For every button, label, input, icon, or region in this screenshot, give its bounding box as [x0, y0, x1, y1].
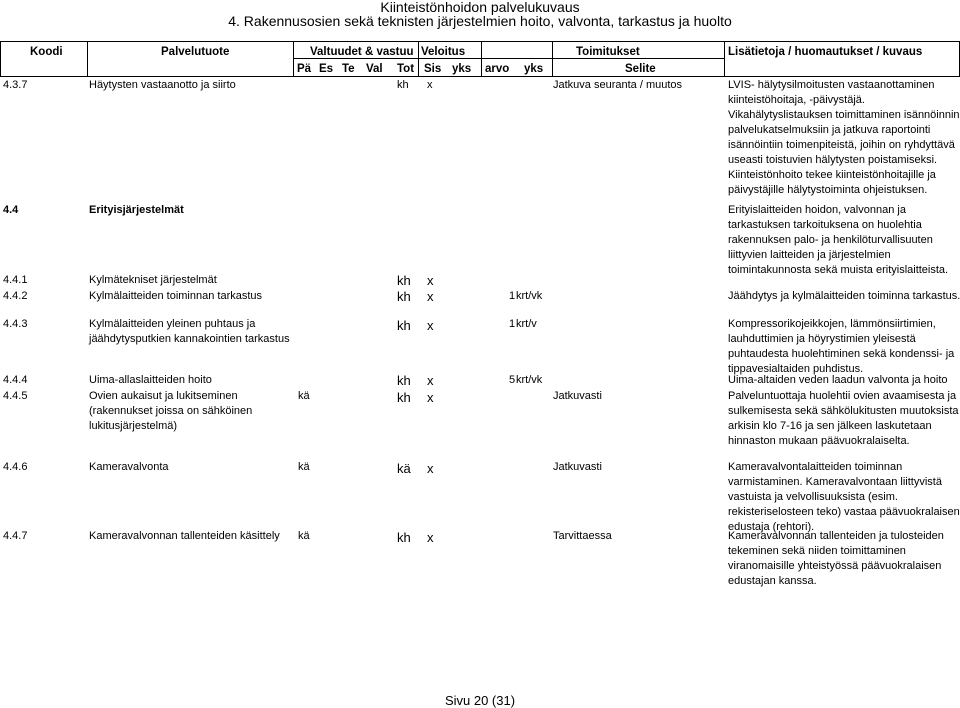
row-selite: Jatkuvasti [553, 461, 602, 473]
row-mark: x [427, 461, 434, 476]
row-description: Kameravalvontalaitteiden toiminnan varmistaminen. Kameravalvontaan liittyvistä vastuista ja velvollisuuksista (esim. rekisteriselosteen teko) vastaa päävuokralaisen edustaja (rehtori). [728, 461, 960, 533]
header-es: Es [319, 63, 334, 75]
header-val: Val [366, 63, 383, 75]
row-name: Häytysten vastaanotto ja siirto [89, 79, 236, 91]
header-grid-line [481, 41, 482, 77]
row-responsibility: kh [397, 530, 411, 545]
row-description: Kameravalvonnan tallenteiden ja tulosteiden tekeminen sekä niiden toimittaminen viranomaisille yhteistyössä päävuokralaisen edustajan kanssa. [728, 530, 944, 587]
header-arvo: arvo [485, 63, 510, 75]
header-grid-line [418, 41, 419, 77]
header-valtuudet: Valtuudet & vastuu [310, 46, 414, 58]
row-mark: x [427, 289, 434, 304]
row-mark: x [427, 373, 434, 388]
header-veloitus: Veloitus [421, 46, 466, 58]
header-selite: Selite [625, 63, 656, 75]
header-toimitukset: Toimitukset [576, 46, 640, 58]
row-description: Palveluntuottaja huolehtii ovien avaamisesta ja sulkemisesta sekä sähkölukitusten muutoksista arkisin klo 7-16 ja sen jälkeen laskutetaan hinnaston mukaan päävuokralaiselta. [728, 390, 959, 447]
row-yks: krt/vk [516, 290, 543, 302]
row-description: Jäähdytys ja kylmälaitteiden toiminna tarkastus. [728, 290, 960, 302]
header-lisatietoja: Lisätietoja / huomautukset / kuvaus [728, 46, 923, 58]
row-pa: kä [298, 461, 310, 473]
row-mark: x [427, 318, 434, 333]
row-code: 4.3.7 [3, 79, 28, 91]
row-description: Kompressorikojeikkojen, lämmönsiirtimien, lauhduttimien ja höyrystimien yleisestä puhtaudesta huolehtiminen sekä kondenssi- ja tippavesialtaiden puhdistus. [728, 318, 955, 375]
row-code: 4.4.5 [3, 390, 28, 402]
header-grid-line [87, 41, 88, 77]
document-subtitle: 4. Rakennusosien sekä teknisten järjestelmien hoito, valvonta, tarkastus ja huolto [228, 13, 732, 29]
row-code: 4.4 [3, 204, 19, 216]
row-code: 4.4.1 [3, 274, 28, 286]
row-responsibility: kh [397, 79, 409, 91]
row-name: Kylmätekniset järjestelmät [89, 274, 217, 286]
row-responsibility: kh [397, 318, 411, 333]
row-mark: x [427, 530, 434, 545]
row-description: Erityislaitteiden hoidon, valvonnan ja tarkastuksen tarkoituksena on huolehtia rakennuksen palo- ja henkilöturvallisuuten liittyvien laitteiden ja järjestelmien toimintakunnosta sekä muista erityislaitteista. [728, 204, 949, 276]
row-code: 4.4.4 [3, 374, 28, 386]
header-top-rule [0, 41, 960, 42]
header-grid-line [0, 41, 1, 77]
row-mark: x [427, 390, 434, 405]
row-responsibility: kh [397, 390, 411, 405]
row-yks: krt/vk [516, 374, 543, 386]
document-title: Kiinteistönhoidon palvelukuvaus [380, 0, 580, 15]
row-name: Uima-allaslaitteiden hoito [89, 374, 212, 386]
row-name: Kameravalvonnan tallenteiden käsittely [89, 530, 280, 542]
row-name: Erityisjärjestelmät [89, 204, 184, 216]
header-te: Te [342, 63, 355, 75]
header-yks-1: yks [452, 63, 472, 75]
header-koodi: Koodi [30, 46, 63, 58]
row-arvo: 1 [509, 318, 516, 330]
page-number: Sivu 20 (31) [444, 693, 516, 708]
row-responsibility: kh [397, 289, 411, 304]
row-name: Ovien aukaisut ja lukitseminen (rakennukset joissa on sähköinen lukitusjärjestelmä) [89, 390, 253, 432]
row-selite: Jatkuva seuranta / muutos [553, 79, 683, 91]
row-name: Kameravalvonta [89, 461, 169, 473]
row-code: 4.4.7 [3, 530, 28, 542]
row-name: Kylmälaitteiden toiminnan tarkastus [89, 290, 263, 302]
row-selite: Jatkuvasti [553, 390, 602, 402]
row-pa: kä [298, 390, 310, 402]
header-bottom-rule [0, 76, 960, 77]
row-description: LVIS- hälytysilmoitusten vastaanottaminen kiinteistöhoitaja, -päivystäjä. Vikahälytyslistauksen toimittaminen isännöinnin palvelukatselmuksiin ja jatkuva raportointi isännöintiin toimenpiteistä, joihin on ryhdyttävä useasti toistuvien hälytysten poistamiseksi. Kiinteistönhoito tekee kiinteistönhoitajille ja päivystäjille hälytystoiminta ohjeistuksen. [728, 79, 960, 196]
row-responsibility: kh [397, 373, 411, 388]
header-grid-line [552, 41, 553, 77]
header-palvelutuote: Palvelutuote [161, 46, 230, 58]
row-selite: Tarvittaessa [553, 530, 612, 542]
row-responsibility: kä [397, 461, 411, 476]
row-code: 4.4.6 [3, 461, 28, 473]
header-sis: Sis [424, 63, 442, 75]
row-arvo: 5 [509, 374, 516, 386]
header-tot: Tot [397, 63, 415, 75]
row-arvo: 1 [509, 290, 516, 302]
header-pa: Pä [297, 63, 312, 75]
row-pa: kä [298, 530, 310, 542]
header-mid-rule [293, 58, 724, 59]
row-mark: x [427, 273, 434, 288]
header-grid-line [293, 41, 294, 77]
row-mark: x [427, 79, 433, 91]
row-name: Kylmälaitteiden yleinen puhtaus ja jäähdytysputkien kannakointien tarkastus [89, 318, 290, 345]
row-code: 4.4.2 [3, 290, 28, 302]
header-yks-2: yks [524, 63, 544, 75]
row-code: 4.4.3 [3, 318, 28, 330]
header-grid-line [724, 41, 725, 77]
row-yks: krt/v [516, 318, 537, 330]
row-responsibility: kh [397, 273, 411, 288]
row-description: Uima-altaiden veden laadun valvonta ja hoito [728, 374, 948, 386]
